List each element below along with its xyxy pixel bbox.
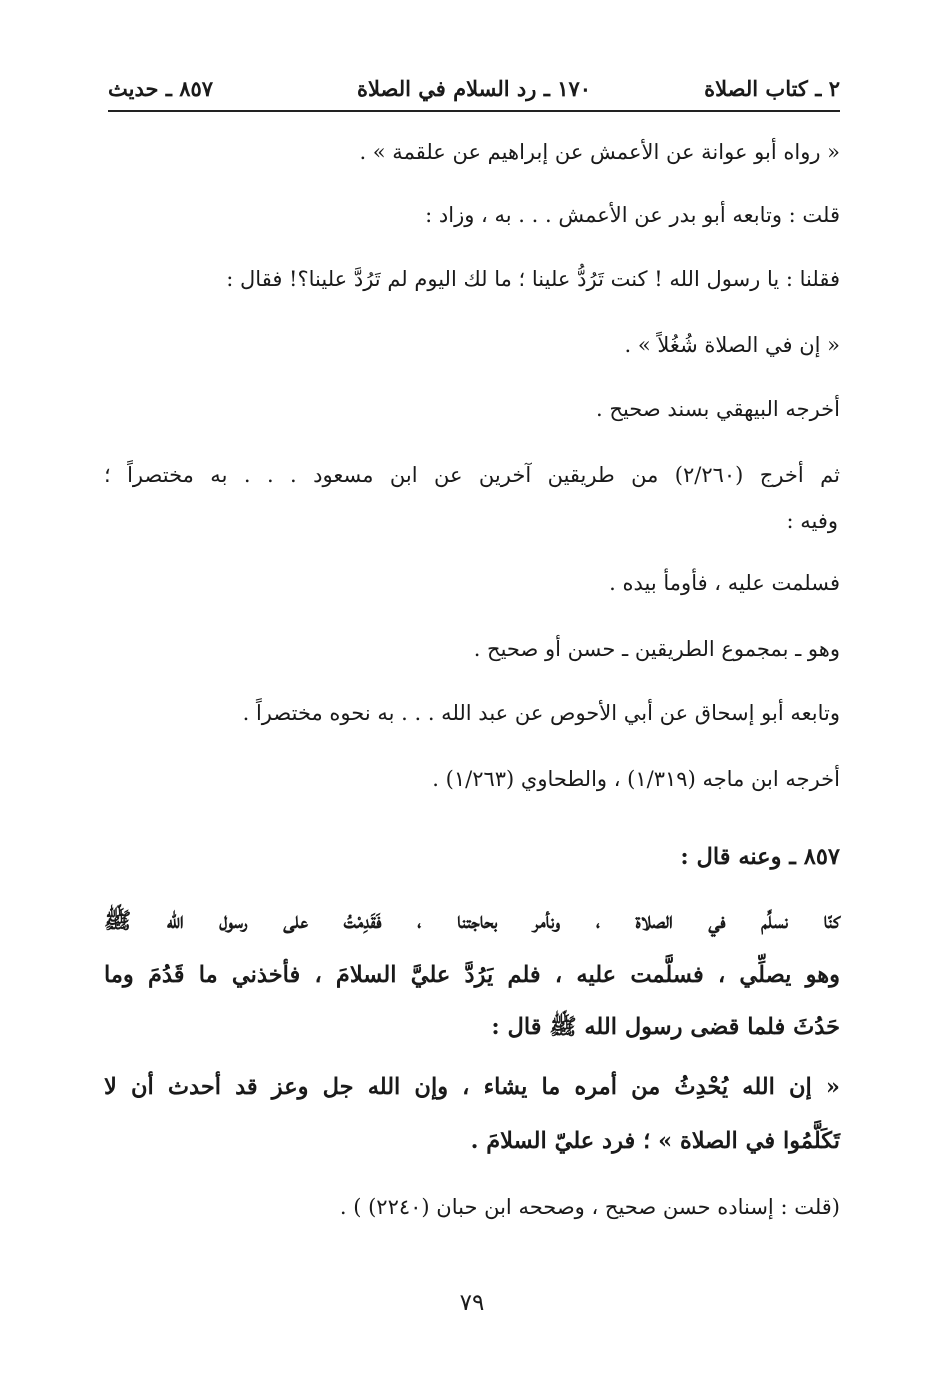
text-line: « إن في الصلاة شُغُلاً » . xyxy=(624,333,840,357)
text-line: وفيه : xyxy=(786,509,838,533)
text-line: أخرجه البيهقي بسند صحيح . xyxy=(596,397,840,421)
hadith-text-line: وهو يصلِّي ، فسلَّمت عليه ، فلم يَرُدَّ عليَّ السلامَ ، فأخذني ما قَدُمَ وما xyxy=(104,962,840,988)
hadith-heading: ٨٥٧ ـ وعنه قال : xyxy=(680,844,840,870)
hadith-text-line: حَدُثَ فلما قضى رسول الله ﷺ قال : xyxy=(491,1014,840,1040)
hadith-text-line: « إن الله يُحْدِثُ من أمره ما يشاء ، وإن الله جل وعز قد أحدث أن لا xyxy=(104,1074,840,1100)
text-line: فسلمت عليه ، فأومأ بيده . xyxy=(609,571,840,595)
header-rule xyxy=(108,110,840,112)
text-line: أخرجه ابن ماجه (١/٣١٩) ، والطحاوي (١/٢٦٣) . xyxy=(432,767,840,791)
text-line: ثم أخرج (٢/٢٦٠) من طريقين آخرين عن ابن مسعود . . . به مختصراً ؛ xyxy=(104,463,840,487)
hadith-text-line: كنّا نسلِّم في الصلاة ، ونأمر بحاجتنا ، فَقَدِمْتُ على رسول الله ﷺ xyxy=(104,908,840,934)
running-header xyxy=(108,72,840,110)
text-line: فقلنا : يا رسول الله ! كنت تَرُدُّ علينا ؛ ما لك اليوم لم تَرُدَّ علينا؟! فقال : xyxy=(226,267,840,291)
text-line: قلت : وتابعه أبو بدر عن الأعمش . . . به ، وزاد : xyxy=(425,203,840,227)
text-line: « رواه أبو عوانة عن الأعمش عن إبراهيم عن علقمة » . xyxy=(359,140,840,164)
page-number: ٧٩ xyxy=(459,1290,485,1316)
header-hadith-number: ٨٥٧ ـ حديث xyxy=(108,76,214,101)
header-chapter: ٢ ـ كتاب الصلاة xyxy=(704,76,840,101)
header-section: ١٧٠ ـ رد السلام في الصلاة xyxy=(356,76,592,101)
author-note: (قلت : إسناده حسن صحيح ، وصححه ابن حبان (٢٢٤٠) ) . xyxy=(339,1195,840,1219)
hadith-text-line: تَكَلَّمُوا في الصلاة » ؛ فرد عليّ السلامَ . xyxy=(470,1128,840,1154)
text-line: وهو ـ بمجموع الطريقين ـ حسن أو صحيح . xyxy=(473,637,840,661)
text-line: وتابعه أبو إسحاق عن أبي الأحوص عن عبد الله . . . به نحوه مختصراً . xyxy=(242,701,840,725)
